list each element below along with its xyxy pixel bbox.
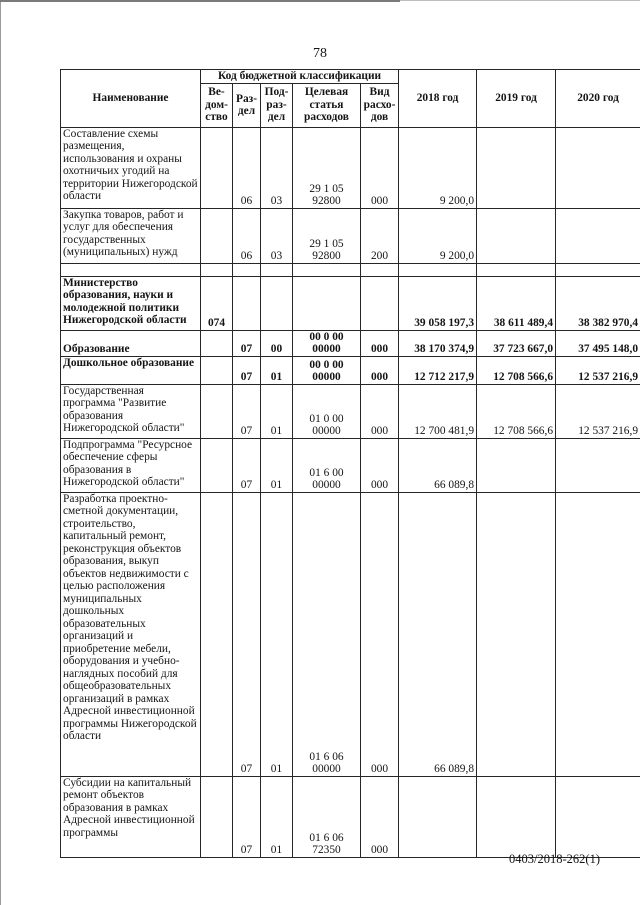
row-podrazdel: 01 xyxy=(261,492,293,776)
row-2019 xyxy=(477,208,556,263)
document-code: 0403/2018-262(1) xyxy=(509,852,600,866)
table-row xyxy=(61,276,640,330)
row-2020: 38 382 970,4 xyxy=(556,276,640,330)
row-razdel: 07 xyxy=(233,330,261,356)
header-target: Целевая статья расходов xyxy=(293,83,361,127)
header-name: Наименование xyxy=(61,70,201,128)
row-vid: 000 xyxy=(361,776,399,857)
row-target xyxy=(293,276,361,330)
top-rule xyxy=(0,0,400,2)
row-name: Государственная программа "Развитие образования Нижегородской области" xyxy=(61,384,201,438)
row-ved xyxy=(201,127,233,208)
row-target: 00 0 00 00000 xyxy=(293,330,361,356)
row-podrazdel: 03 xyxy=(261,208,293,263)
table-row xyxy=(61,127,640,208)
row-2020: 12 537 216,9 xyxy=(556,356,640,384)
row-podrazdel: 00 xyxy=(261,330,293,356)
row-podrazdel xyxy=(261,263,293,276)
row-name: Подпрограмма "Ресурсное обеспечение сферы образования в Нижегородской области" xyxy=(61,438,201,492)
row-target: 01 0 00 00000 xyxy=(293,384,361,438)
row-name: Министерство образования, науки и молодежной политики Нижегородской области xyxy=(61,276,201,330)
row-2019: 38 611 489,4 xyxy=(477,276,556,330)
row-podrazdel: 01 xyxy=(261,776,293,857)
row-razdel: 07 xyxy=(233,356,261,384)
row-vid: 000 xyxy=(361,492,399,776)
header-vedomstvo: Ве-дом-ство xyxy=(201,83,233,127)
row-2018: 66 089,8 xyxy=(399,492,477,776)
row-ved xyxy=(201,438,233,492)
row-podrazdel xyxy=(261,276,293,330)
row-2020 xyxy=(556,127,640,208)
row-razdel xyxy=(233,263,261,276)
row-2020 xyxy=(556,263,640,276)
table-row-spacer xyxy=(61,263,640,276)
row-2018: 12 712 217,9 xyxy=(399,356,477,384)
row-podrazdel: 01 xyxy=(261,438,293,492)
row-name: Субсидии на капитальный ремонт объектов образования в рамках Адресной инвестиционной программы xyxy=(61,776,201,857)
header-2020: 2020 год xyxy=(556,70,640,128)
row-2020 xyxy=(556,492,640,776)
row-2019: 12 708 566,6 xyxy=(477,356,556,384)
row-vid: 000 xyxy=(361,438,399,492)
row-razdel xyxy=(233,276,261,330)
row-razdel: 07 xyxy=(233,384,261,438)
row-2020 xyxy=(556,208,640,263)
row-razdel: 07 xyxy=(233,776,261,857)
table-row xyxy=(61,356,640,384)
row-name: Закупка товаров, работ и услуг для обеспечения государственных (муниципальных) нужд xyxy=(61,208,201,263)
row-podrazdel: 01 xyxy=(261,356,293,384)
row-vid: 000 xyxy=(361,356,399,384)
row-razdel: 06 xyxy=(233,127,261,208)
header-2018: 2018 год xyxy=(399,70,477,128)
page-number: 78 xyxy=(313,46,327,61)
row-target: 29 1 05 92800 xyxy=(293,127,361,208)
row-vid: 200 xyxy=(361,208,399,263)
header-row-group xyxy=(61,70,640,84)
table-row xyxy=(61,492,640,776)
row-2019 xyxy=(477,438,556,492)
row-target xyxy=(293,263,361,276)
row-2019 xyxy=(477,263,556,276)
row-2018 xyxy=(399,776,477,857)
row-ved: 074 xyxy=(201,276,233,330)
row-razdel: 06 xyxy=(233,208,261,263)
header-podrazdel: Под-раз-дел xyxy=(261,83,293,127)
row-target: 29 1 05 92800 xyxy=(293,208,361,263)
table-row xyxy=(61,438,640,492)
row-2020: 37 495 148,0 xyxy=(556,330,640,356)
row-vid: 000 xyxy=(361,330,399,356)
row-2019: 12 708 566,6 xyxy=(477,384,556,438)
row-razdel: 07 xyxy=(233,492,261,776)
row-vid: 000 xyxy=(361,127,399,208)
budget-table xyxy=(60,69,640,858)
row-2020 xyxy=(556,776,640,857)
row-2018: 39 058 197,3 xyxy=(399,276,477,330)
row-target: 00 0 00 00000 xyxy=(293,356,361,384)
row-2019: 37 723 667,0 xyxy=(477,330,556,356)
row-vid: 000 xyxy=(361,384,399,438)
header-2019: 2019 год xyxy=(477,70,556,128)
row-target: 01 6 06 72350 xyxy=(293,776,361,857)
row-ved xyxy=(201,330,233,356)
row-ved xyxy=(201,384,233,438)
row-podrazdel: 01 xyxy=(261,384,293,438)
row-2018 xyxy=(399,263,477,276)
row-2018: 12 700 481,9 xyxy=(399,384,477,438)
row-ved xyxy=(201,208,233,263)
row-target: 01 6 00 00000 xyxy=(293,438,361,492)
row-2020 xyxy=(556,438,640,492)
table-row xyxy=(61,208,640,263)
table-row xyxy=(61,776,640,857)
row-vid xyxy=(361,263,399,276)
row-2018: 9 200,0 xyxy=(399,208,477,263)
header-razdel: Раз-дел xyxy=(233,83,261,127)
row-razdel: 07 xyxy=(233,438,261,492)
row-2019 xyxy=(477,776,556,857)
row-ved xyxy=(201,263,233,276)
row-2018: 66 089,8 xyxy=(399,438,477,492)
row-name: Разработка проектно-сметной документации, строительство, капитальный ремонт, реконструкция объектов образования, выкуп объектов недвижимости с целью расположения муниципальных дошкольных образовательных организаций и приобретение мебели, оборудования и учебно-наглядных пособий для общеобразовательных организаций в рамках Адресной инвестиционной программы Нижегородской области xyxy=(61,492,201,776)
header-group: Код бюджетной классификации xyxy=(201,70,399,84)
row-name: Составление схемы размещения, использования и охраны охотничьих угодий на территории Нижегородской области xyxy=(61,127,201,208)
row-2018: 9 200,0 xyxy=(399,127,477,208)
table-row xyxy=(61,384,640,438)
row-2020: 12 537 216,9 xyxy=(556,384,640,438)
row-target: 01 6 06 00000 xyxy=(293,492,361,776)
table-row xyxy=(61,330,640,356)
row-name: Образование xyxy=(61,330,201,356)
header-vid: Вид расхо-дов xyxy=(361,83,399,127)
row-podrazdel: 03 xyxy=(261,127,293,208)
row-name xyxy=(61,263,201,276)
row-vid xyxy=(361,276,399,330)
row-ved xyxy=(201,776,233,857)
row-2019 xyxy=(477,127,556,208)
row-name: Дошкольное образование xyxy=(61,356,201,384)
row-ved xyxy=(201,356,233,384)
row-2019 xyxy=(477,492,556,776)
row-ved xyxy=(201,492,233,776)
row-2018: 38 170 374,9 xyxy=(399,330,477,356)
